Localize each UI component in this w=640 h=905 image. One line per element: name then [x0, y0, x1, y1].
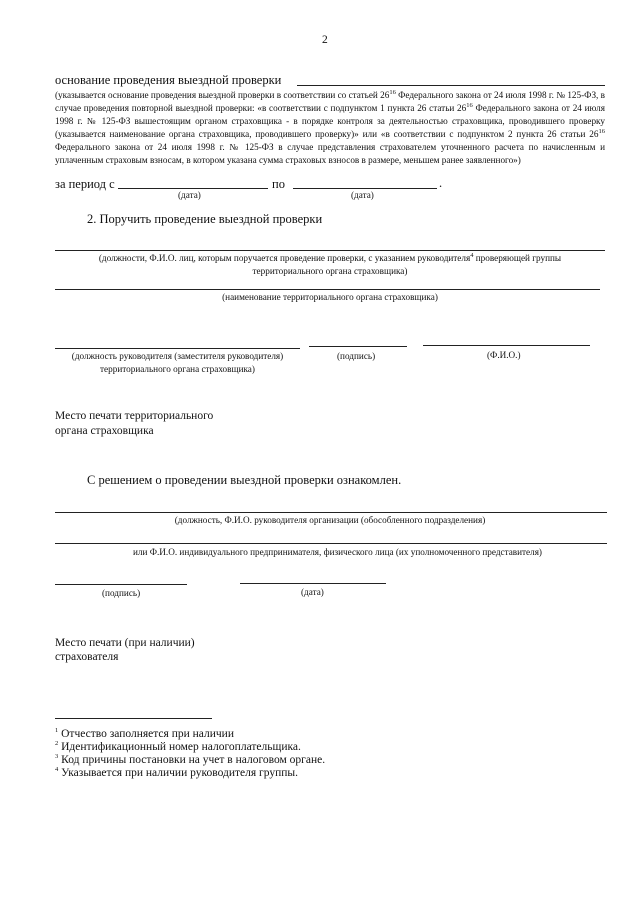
footnote-4: $^4$ Указывается при наличии руководителя группы. — [55, 766, 299, 779]
ack-person-hint: или Ф.И.О. индивидуального предпринимателя, физического лица (их уполномоченного представителя) — [133, 547, 542, 557]
item2-title: 2. Поручить проведение выездной проверки — [87, 212, 323, 226]
head-position-hint: (должность руководителя (заместителя руководителя) территориального органа страховщика) — [71, 351, 284, 374]
ack-date-hint: (дата) — [301, 587, 324, 597]
head-fio-line[interactable] — [423, 345, 590, 346]
period-label: за период с — [55, 177, 115, 191]
head-fio-hint: (Ф.И.О.) — [487, 350, 521, 360]
head-signature-hint: (подпись) — [337, 351, 376, 361]
head-position-line[interactable] — [55, 348, 300, 349]
ack-person-line[interactable] — [55, 543, 607, 544]
ack-org-hint: (должность, Ф.И.О. руководителя организации (обособленного подразделения) — [174, 515, 486, 525]
stamp1-line1: Место печати территориального — [55, 410, 214, 422]
period-date-hint-1: (дата) — [178, 190, 201, 200]
assignees-hint: (должности, Ф.И.О. лиц, которым поручается проведение проверки, с указанием руководителя$^4$ проверяющей группы территориального органа страховщика) — [98, 251, 562, 276]
stamp1-line2: органа страховщика — [55, 425, 154, 437]
territorial-body-line[interactable] — [55, 289, 600, 290]
period-end-dot: . — [439, 176, 443, 190]
stamp2-line2: страхователя — [55, 651, 119, 663]
footnote-2: $^2$ Идентификационный номер налогоплательщика. — [55, 740, 301, 753]
ack-title: С решением о проведении выездной проверки ознакомлен. — [87, 473, 402, 487]
basis-fill-line[interactable] — [297, 85, 605, 86]
ack-date-line[interactable] — [240, 583, 386, 584]
basis-label: основание проведения выездной проверки — [55, 73, 282, 87]
head-signature-line[interactable] — [309, 346, 407, 347]
ack-org-line[interactable] — [55, 512, 607, 513]
period-to-label: по — [272, 177, 285, 191]
footnote-3: $^3$ Код причины постановки на учет в налоговом органе. — [55, 753, 326, 766]
page-number: 2 — [322, 34, 328, 46]
stamp2-line1: Место печати (при наличии) — [55, 637, 195, 649]
ack-signature-hint: (подпись) — [102, 588, 141, 598]
ack-signature-line[interactable] — [55, 584, 187, 585]
basis-hint: (указывается основание проведения выездной проверки в соответствии со статьей $26^{16}$ Федерального закона от 24 июля 1998 г. № 125-ФЗ, в случае проведения повторной выездной проверки: «в соответствии с подпунктом 1 пункта 26 статьи $26^{16}$ Федерального закона от 24 июля 1998 г. № 125-ФЗ вышестоящим органом страховщика - в порядке контроля за деятельностью страховщика, проводившего проверку (указывается наименование органа страховщика, проводившего проверку)» или «в соответствии с подпунктом 2 пункта 26 статьи $26^{16}$ Федерального закона от 24 июля 1998 г. № 125-ФЗ в случае представления страхователем уточненного расчета по начисленным и уплаченным страховым взносам, в котором указана сумма страховых взносов в размере, меньшем ранее заявленного») — [55, 88, 605, 165]
footnote-1: $^1$ Отчество заполняется при наличии — [55, 727, 234, 740]
territorial-body-hint: (наименование территориального органа страховщика) — [222, 292, 438, 302]
footnote-separator — [55, 718, 212, 719]
assignees-line[interactable] — [55, 250, 605, 251]
period-date-hint-2: (дата) — [351, 190, 374, 200]
